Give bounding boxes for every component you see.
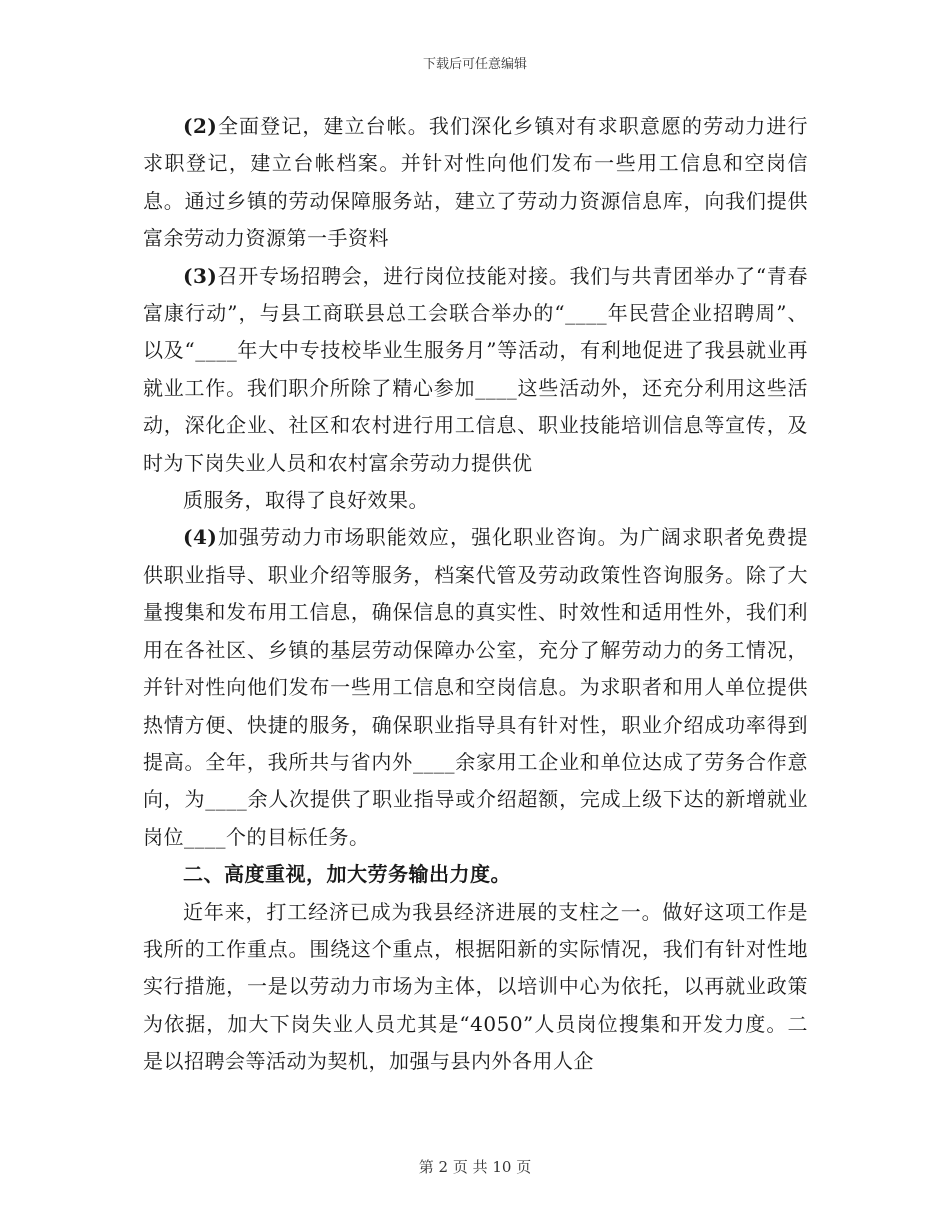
paragraph-4 <box>143 519 808 856</box>
paragraph-text: 加强劳动力市场职能效应，强化职业咨询。为广阔求职者免费提供职业指导、职业介绍等服务，档案代管及劳动政策性咨询服务。除了大量搜集和发布用工信息，确保信息的真实性、时效性和适用性外，我们利用在各社区、乡镇的基层劳动保障办公室，充分了解劳动力的务工情况，并针对性向他们发布一些用工信息和空岗信息。为求职者和用人单位提供热情方便、快捷的服务，确保职业指导具有针对性，职业介绍成功率得到提高。全年，我所共与省内外____余家用工企业和单位达成了劳务合作意向，为____余人次提供了职业指导或介绍超额，完成上级下达的新增就业岗位____个的目标任务。 <box>143 525 808 849</box>
page-footer-number: 第 2 页 共 10 页 <box>418 1158 532 1176</box>
paragraph-text: 近年来，打工经济已成为我县经济进展的支柱之一。做好这项工作是我所的工作重点。围绕这个重点，根据阳新的实际情况，我们有针对性地实行措施，一是以劳动力市场为主体，以培训中心为依托，以再就业政策为依据，加大下岗失业人员尤其是“4050”人员岗位搜集和开发力度。二是以招聘会等活动为契机，加强与县内外各用人企 <box>143 899 808 1074</box>
paragraph-number: (4) <box>183 525 218 550</box>
paragraph-2 <box>143 108 808 258</box>
section-heading-text: 二、高度重视，加大劳务输出力度。 <box>183 862 511 887</box>
paragraph-number: (2) <box>183 114 218 138</box>
paragraph-text: 全面登记，建立台帐。我们深化乡镇对有求职意愿的劳动力进行求职登记，建立台帐档案。并针对性向他们发布一些用工信息和空岗信息。通过乡镇的劳动保障服务站，建立了劳动力资源信息库，向我们提供富余劳动力资源第一手资料 <box>143 114 808 251</box>
section-heading <box>143 856 808 893</box>
paragraph-number: (3) <box>183 263 218 288</box>
paragraph-3 <box>143 258 808 482</box>
document-body <box>143 108 808 1081</box>
page-header-note: 下载后可任意编辑 <box>422 57 527 72</box>
paragraph-text: 质服务，取得了良好效果。 <box>183 488 429 513</box>
paragraph-3-continued <box>143 482 808 519</box>
paragraph-text: 召开专场招聘会，进行岗位技能对接。我们与共青团举办了“青春富康行动”，与县工商联县总工会联合举办的“____年民营企业招聘周”、以及“____年大中专技校毕业生服务月”等活动，有利地促进了我县就业再就业工作。我们职介所除了精心参加____这些活动外，还充分利用这些活动，深化企业、社区和农村进行用工信息、职业技能培训信息等宣传，及时为下岗失业人员和农村富余劳动力提供优 <box>143 263 808 475</box>
paragraph-section-two <box>143 894 808 1081</box>
